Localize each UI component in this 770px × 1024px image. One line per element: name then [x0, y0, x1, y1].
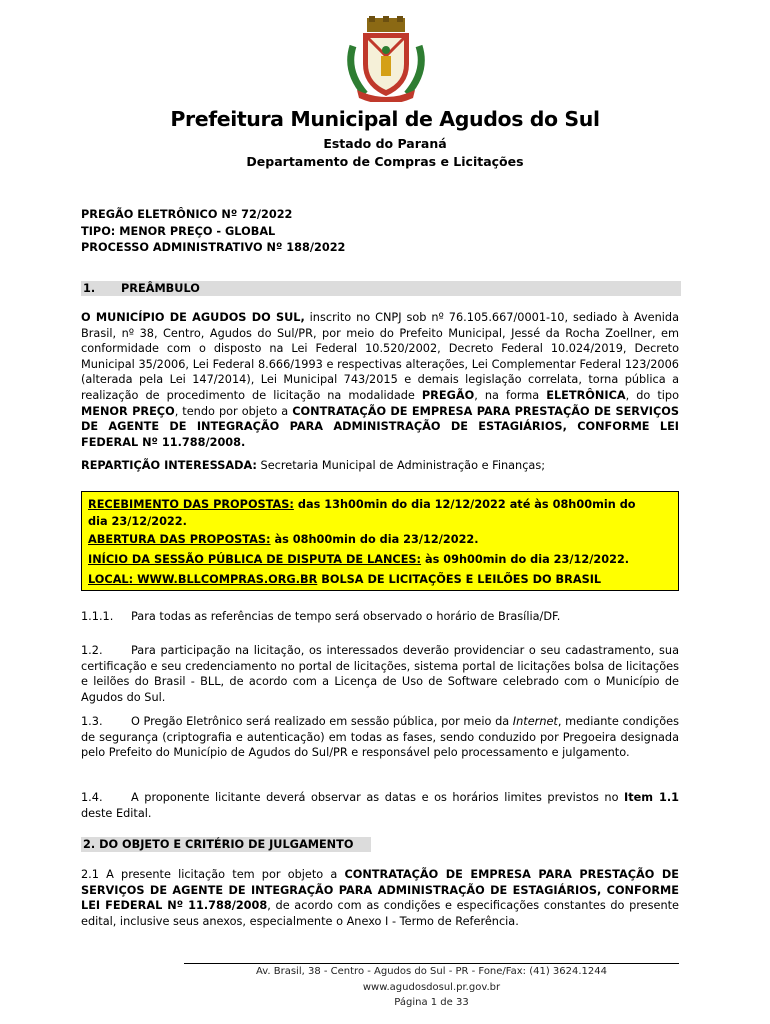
schedule-opening	[88, 532, 479, 547]
schedule-receipt	[88, 497, 636, 512]
item-1-1-1	[81, 609, 679, 625]
item-number: 1.3.	[81, 715, 103, 728]
footer-website[interactable]: www.agudosdosul.pr.gov.br	[362, 982, 501, 993]
process-number: PROCESSO ADMINISTRATIVO Nº 188/2022	[81, 241, 346, 255]
department-subtitle: Departamento de Compras e Licitações	[246, 154, 524, 169]
section-2-heading: 2. DO OBJETO E CRITÉRIO DE JULGAMENTO	[81, 837, 371, 852]
session-label: INÍCIO DA SESSÃO PÚBLICA DE DISPUTA DE LANCES:	[88, 553, 422, 566]
item-text: Para todas as referências de tempo será observado o horário de Brasília/DF.	[131, 610, 561, 623]
section-1-heading	[81, 281, 681, 296]
location-link[interactable]: LOCAL: WWW.BLLCOMPRAS.ORG.BR	[88, 573, 318, 586]
opening-label: ABERTURA DAS PROPOSTAS:	[88, 533, 271, 546]
item-text: deste Edital.	[81, 806, 152, 820]
schedule-receipt-cont: dia 23/12/2022.	[88, 515, 187, 528]
schedule-box	[81, 491, 679, 591]
reparticao-label: REPARTIÇÃO INTERESSADA:	[81, 459, 257, 472]
reparticao-line	[81, 458, 679, 474]
item-object: CONTRATAÇÃO DE EMPRESA PARA PRESTAÇÃO DE SERVIÇOS DE AGENTE DE INTEGRAÇÃO PARA ADMINISTRAÇÃO DE ESTAGIÁRIOS, CONFORME LEI FEDERAL Nº 11.788/2008	[81, 868, 679, 913]
item-number: 1.4.	[81, 791, 103, 804]
pregao-number: PREGÃO ELETRÔNICO Nº 72/2022	[81, 208, 293, 221]
item-text: , mediante condições de segurança (criptografia e autenticação) em todas as fases, sendo conduzido por Pregoeira designada pelo Prefeito do Município de Agudos do Sul/PR e responsável pelo processamento e julgamento.	[81, 715, 679, 760]
receipt-label: RECEBIMENTO DAS PROPOSTAS:	[88, 498, 294, 511]
reparticao-value: Secretaria Municipal de Administração e Finanças;	[256, 459, 546, 472]
municipal-coat-of-arms-icon	[343, 16, 429, 102]
section-1-number: 1.	[83, 282, 96, 295]
process-info	[81, 207, 679, 256]
session-value: às 09h00min do dia 23/12/2022.	[421, 553, 630, 566]
preamble-text: inscrito no CNPJ sob nº 76.105.667/0001-10, sediado à Avenida Brasil, nº 38, Centro, Agudos do Sul/PR, por meio do Prefeito Municipal, Jessé da Rocha Zoellner, em conformidade com o disposto na Lei Federal 10.520/2002, Decreto Federal 10.024/2019, Decreto Municipal 35/2006, Lei Federal 8.666/1993 e respectivas alterações, Lei Complementar Federal 123/2006 (alterada pela Lei 147/2014), Lei Municipal 743/2015 e demais legislação correlata, torna pública a realização de procedimento de licitação na modalidade	[81, 311, 679, 402]
pricing-type: TIPO: MENOR PREÇO - GLOBAL	[81, 224, 276, 238]
item-2-1	[81, 867, 679, 929]
page-number: Página 1 de 33	[394, 997, 469, 1008]
footer-address: Av. Brasil, 38 - Centro - Agudos do Sul - PR - Fone/Fax: (41) 3624.1244	[255, 966, 608, 977]
preamble-text: , tendo por objeto a	[174, 404, 293, 418]
item-1-2	[81, 643, 679, 705]
schedule-session	[88, 552, 629, 567]
footer-divider	[184, 963, 679, 964]
item-text: A proponente licitante deverá observar as datas e os horários limites previstos no	[131, 791, 625, 804]
preamble-lead: O MUNICÍPIO DE AGUDOS DO SUL,	[81, 311, 305, 324]
preamble-object: CONTRATAÇÃO DE EMPRESA PARA PRESTAÇÃO DE SERVIÇOS DE AGENTE DE INTEGRAÇÃO PARA ADMINISTRAÇÃO DE ESTAGIÁRIOS, CONFORME LEI FEDERAL Nº 11.788/2008.	[81, 404, 679, 449]
schedule-location	[88, 572, 601, 587]
preamble-modality: PREGÃO	[421, 388, 475, 402]
location-value: BOLSA DE LICITAÇÕES E LEILÕES DO BRASIL	[317, 573, 602, 586]
item-number: 1.2.	[81, 644, 103, 657]
page-title: Prefeitura Municipal de Agudos do Sul	[170, 107, 600, 131]
item-reference: Item 1.1	[624, 791, 679, 804]
receipt-value: das 13h00min do dia 12/12/2022 até às 08h00min do	[293, 498, 636, 511]
item-text-italic: Internet	[512, 715, 558, 728]
preamble-type: MENOR PREÇO	[81, 404, 175, 418]
item-number: 1.1.1.	[81, 610, 114, 623]
item-text: , de acordo com as condições e especificações constantes do presente edital, inclusive seus anexos, especialmente o Anexo I - Termo de Referência.	[81, 899, 679, 928]
section-1-title: PREÂMBULO	[121, 282, 200, 295]
item-text: 2.1 A presente licitação tem por objeto a	[81, 868, 345, 881]
state-subtitle: Estado do Paraná	[323, 136, 447, 151]
item-text: Para participação na licitação, os interessados deverão providenciar o seu cadastramento, sua certificação e seu credenciamento no portal de licitações, sistema portal de licitações bolsa de licitações e leilões do Brasil - BLL, de acordo com a Licença de Uso de Software celebrado com o Município de Agudos do Sul.	[81, 644, 679, 704]
item-1-4	[81, 790, 679, 821]
preamble-paragraph	[81, 310, 679, 450]
opening-value: às 08h00min do dia 23/12/2022.	[270, 533, 479, 546]
preamble-text: , do tipo	[625, 388, 679, 402]
item-text: O Pregão Eletrônico será realizado em sessão pública, por meio da	[131, 715, 513, 728]
preamble-form: ELETRÔNICA	[546, 388, 626, 402]
item-1-3	[81, 714, 679, 761]
preamble-text: , na forma	[474, 388, 547, 402]
